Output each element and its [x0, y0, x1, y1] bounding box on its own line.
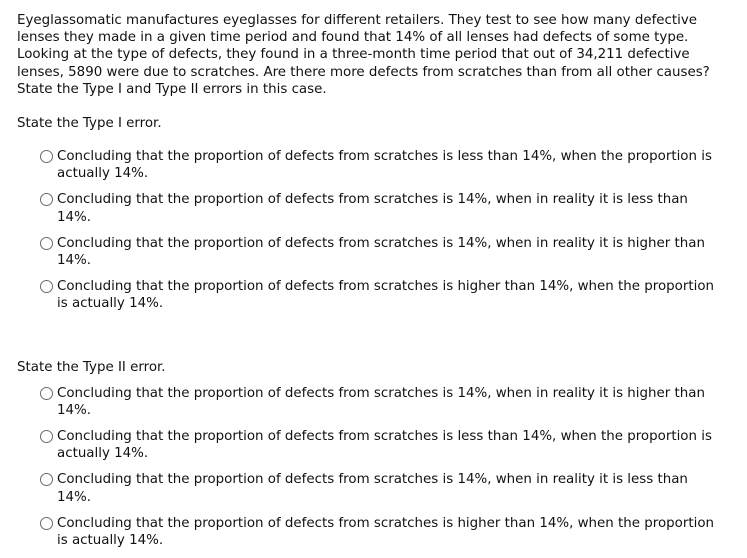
type-2-option-1[interactable]	[17, 385, 722, 419]
type-2-option-4[interactable]	[17, 515, 722, 549]
radio-button-icon[interactable]	[40, 387, 53, 400]
type-2-option-3[interactable]	[17, 471, 722, 505]
radio-button-icon[interactable]	[40, 430, 53, 443]
radio-button-icon[interactable]	[40, 193, 53, 206]
radio-button-icon[interactable]	[40, 517, 53, 530]
type-2-error-prompt: State the Type II error.	[17, 359, 166, 375]
option-label: Concluding that the proportion of defects from scratches is 14%, when in reality it is less than 14%.	[57, 472, 688, 505]
option-label: Concluding that the proportion of defects from scratches is 14%, when in reality it is less than 14%.	[57, 192, 688, 225]
option-label: Concluding that the proportion of defects from scratches is higher than 14%, when the proportion is actually 14%.	[57, 515, 715, 549]
type-1-error-prompt: State the Type I error.	[17, 116, 162, 132]
type-2-options	[17, 385, 722, 550]
type-1-option-1[interactable]	[17, 148, 722, 182]
option-label: Concluding that the proportion of defects from scratches is less than 14%, when the proportion is actually 14%.	[57, 149, 712, 182]
problem-statement: Eyeglassomatic manufactures eyeglasses for different retailers. They test to see how many defective lenses they made in a given time period and found that 14% of all lenses had defects of some type. Looking at the type of defects, they found in a three-month time period that out of 34,211 defective lenses, 5890 were due to scratches. Are there more defects from scratches than from all other causes? State the Type I and Type II errors in this case.	[17, 13, 710, 97]
type-1-option-2[interactable]	[17, 191, 722, 225]
question-page	[17, 12, 722, 558]
type-1-option-3[interactable]	[17, 235, 722, 269]
type-2-option-2[interactable]	[17, 428, 722, 462]
option-label: Concluding that the proportion of defects from scratches is 14%, when in reality it is higher than 14%.	[57, 385, 705, 418]
option-label: Concluding that the proportion of defects from scratches is 14%, when in reality it is higher than 14%.	[57, 235, 705, 269]
type-1-options	[17, 148, 722, 313]
radio-button-icon[interactable]	[40, 237, 53, 250]
option-label: Concluding that the proportion of defects from scratches is higher than 14%, when the proportion is actually 14%.	[57, 279, 715, 312]
radio-button-icon[interactable]	[40, 473, 53, 486]
radio-button-icon[interactable]	[40, 280, 53, 293]
type-1-option-4[interactable]	[17, 278, 722, 312]
radio-button-icon[interactable]	[40, 150, 53, 163]
option-label: Concluding that the proportion of defects from scratches is less than 14%, when the proportion is actually 14%.	[57, 429, 712, 462]
